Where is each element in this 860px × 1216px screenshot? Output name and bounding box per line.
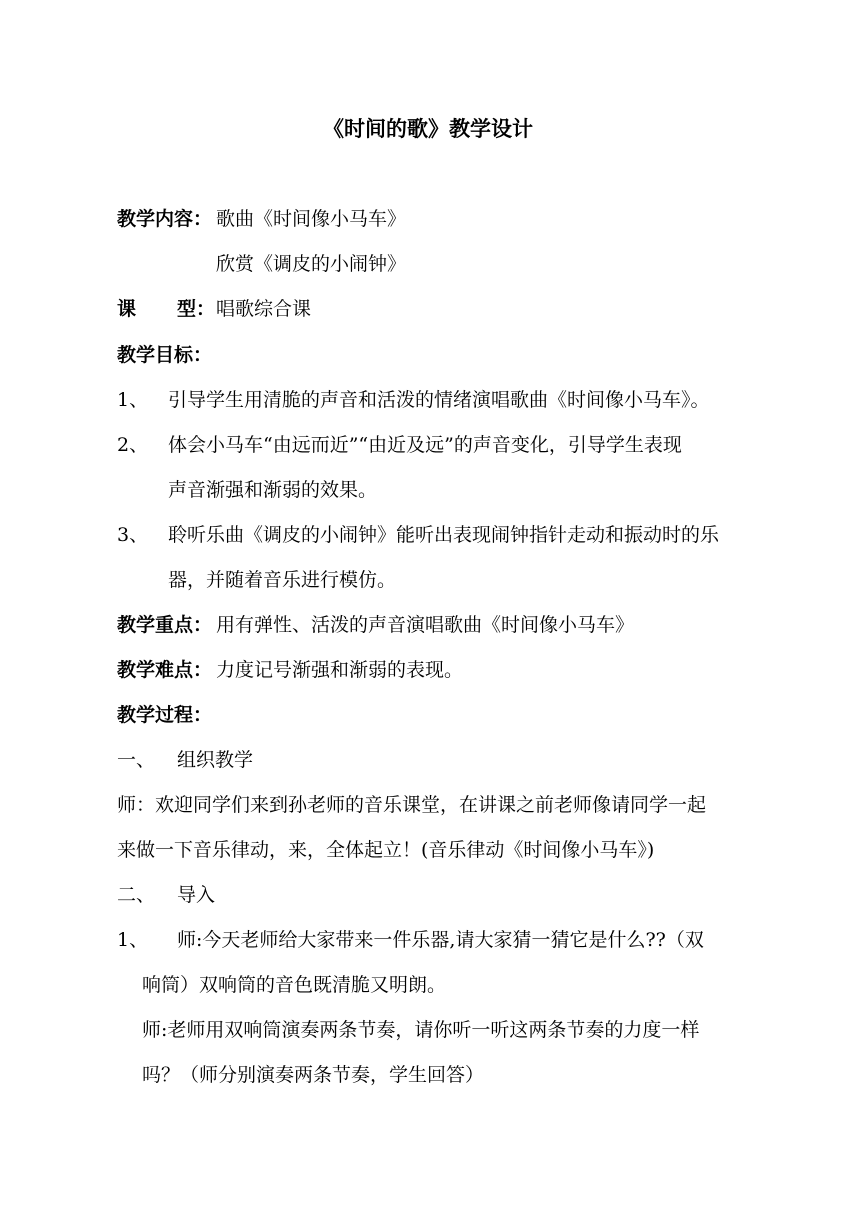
type-value: 唱歌综合课 [216, 298, 312, 320]
document-title: 《时间的歌》教学设计 [323, 116, 533, 141]
content-label: 教学内容： [117, 208, 213, 230]
paragraph-line: 师:今天老师给大家带来一件乐器,请大家猜一猜它是什么??（双 [177, 929, 704, 951]
section-title: 导入 [177, 884, 216, 906]
difficulty-label: 教学难点： [117, 659, 213, 681]
content-line-1: 歌曲《时间像小马车》 [216, 208, 407, 230]
content-line-2: 欣赏《调皮的小闹钟》 [216, 253, 407, 275]
goal-text: 声音渐强和渐弱的效果。 [168, 479, 378, 501]
section-title: 组织教学 [177, 749, 254, 771]
goal-text: 引导学生用清脆的声音和活泼的情绪演唱歌曲《时间像小马车》。 [168, 389, 710, 411]
goal-number: 3、 [117, 524, 149, 546]
goal-number: 1、 [117, 389, 149, 411]
goal-text: 聆听乐曲《调皮的小闹钟》能听出表现闹钟指针走动和振动时的乐 [168, 524, 720, 546]
section-number: 二、 [117, 884, 156, 906]
difficulty-value: 力度记号渐强和渐弱的表现。 [216, 659, 464, 681]
paragraph-line: 来做一下音乐律动，来，全体起立！(音乐律动《时间像小马车》) [117, 839, 655, 861]
key-point-value: 用有弹性、活泼的声音演唱歌曲《时间像小马车》 [216, 614, 635, 636]
goal-text: 体会小马车“由远而近”“由近及远”的声音变化，引导学生表现 [168, 434, 682, 456]
goals-label: 教学目标： [117, 344, 213, 366]
type-label-b: 型： [177, 298, 216, 320]
section-number: 一、 [117, 749, 156, 771]
process-label: 教学过程： [117, 704, 213, 726]
key-point-label: 教学重点： [117, 614, 213, 636]
paragraph-line: 师：欢迎同学们来到孙老师的音乐课堂，在讲课之前老师像请同学一起 [117, 794, 707, 816]
item-number: 1、 [117, 929, 149, 951]
goal-text: 器，并随着音乐进行模仿。 [168, 569, 397, 591]
paragraph-line: 师:老师用双响筒演奏两条节奏，请你听一听这两条节奏的力度一样 [142, 1019, 700, 1041]
paragraph-line: 响筒）双响筒的音色既清脆又明朗。 [142, 974, 447, 996]
type-label-a: 课 [117, 298, 137, 320]
goal-number: 2、 [117, 434, 149, 456]
paragraph-line: 吗？（师分别演奏两条节奏，学生回答） [142, 1064, 485, 1086]
